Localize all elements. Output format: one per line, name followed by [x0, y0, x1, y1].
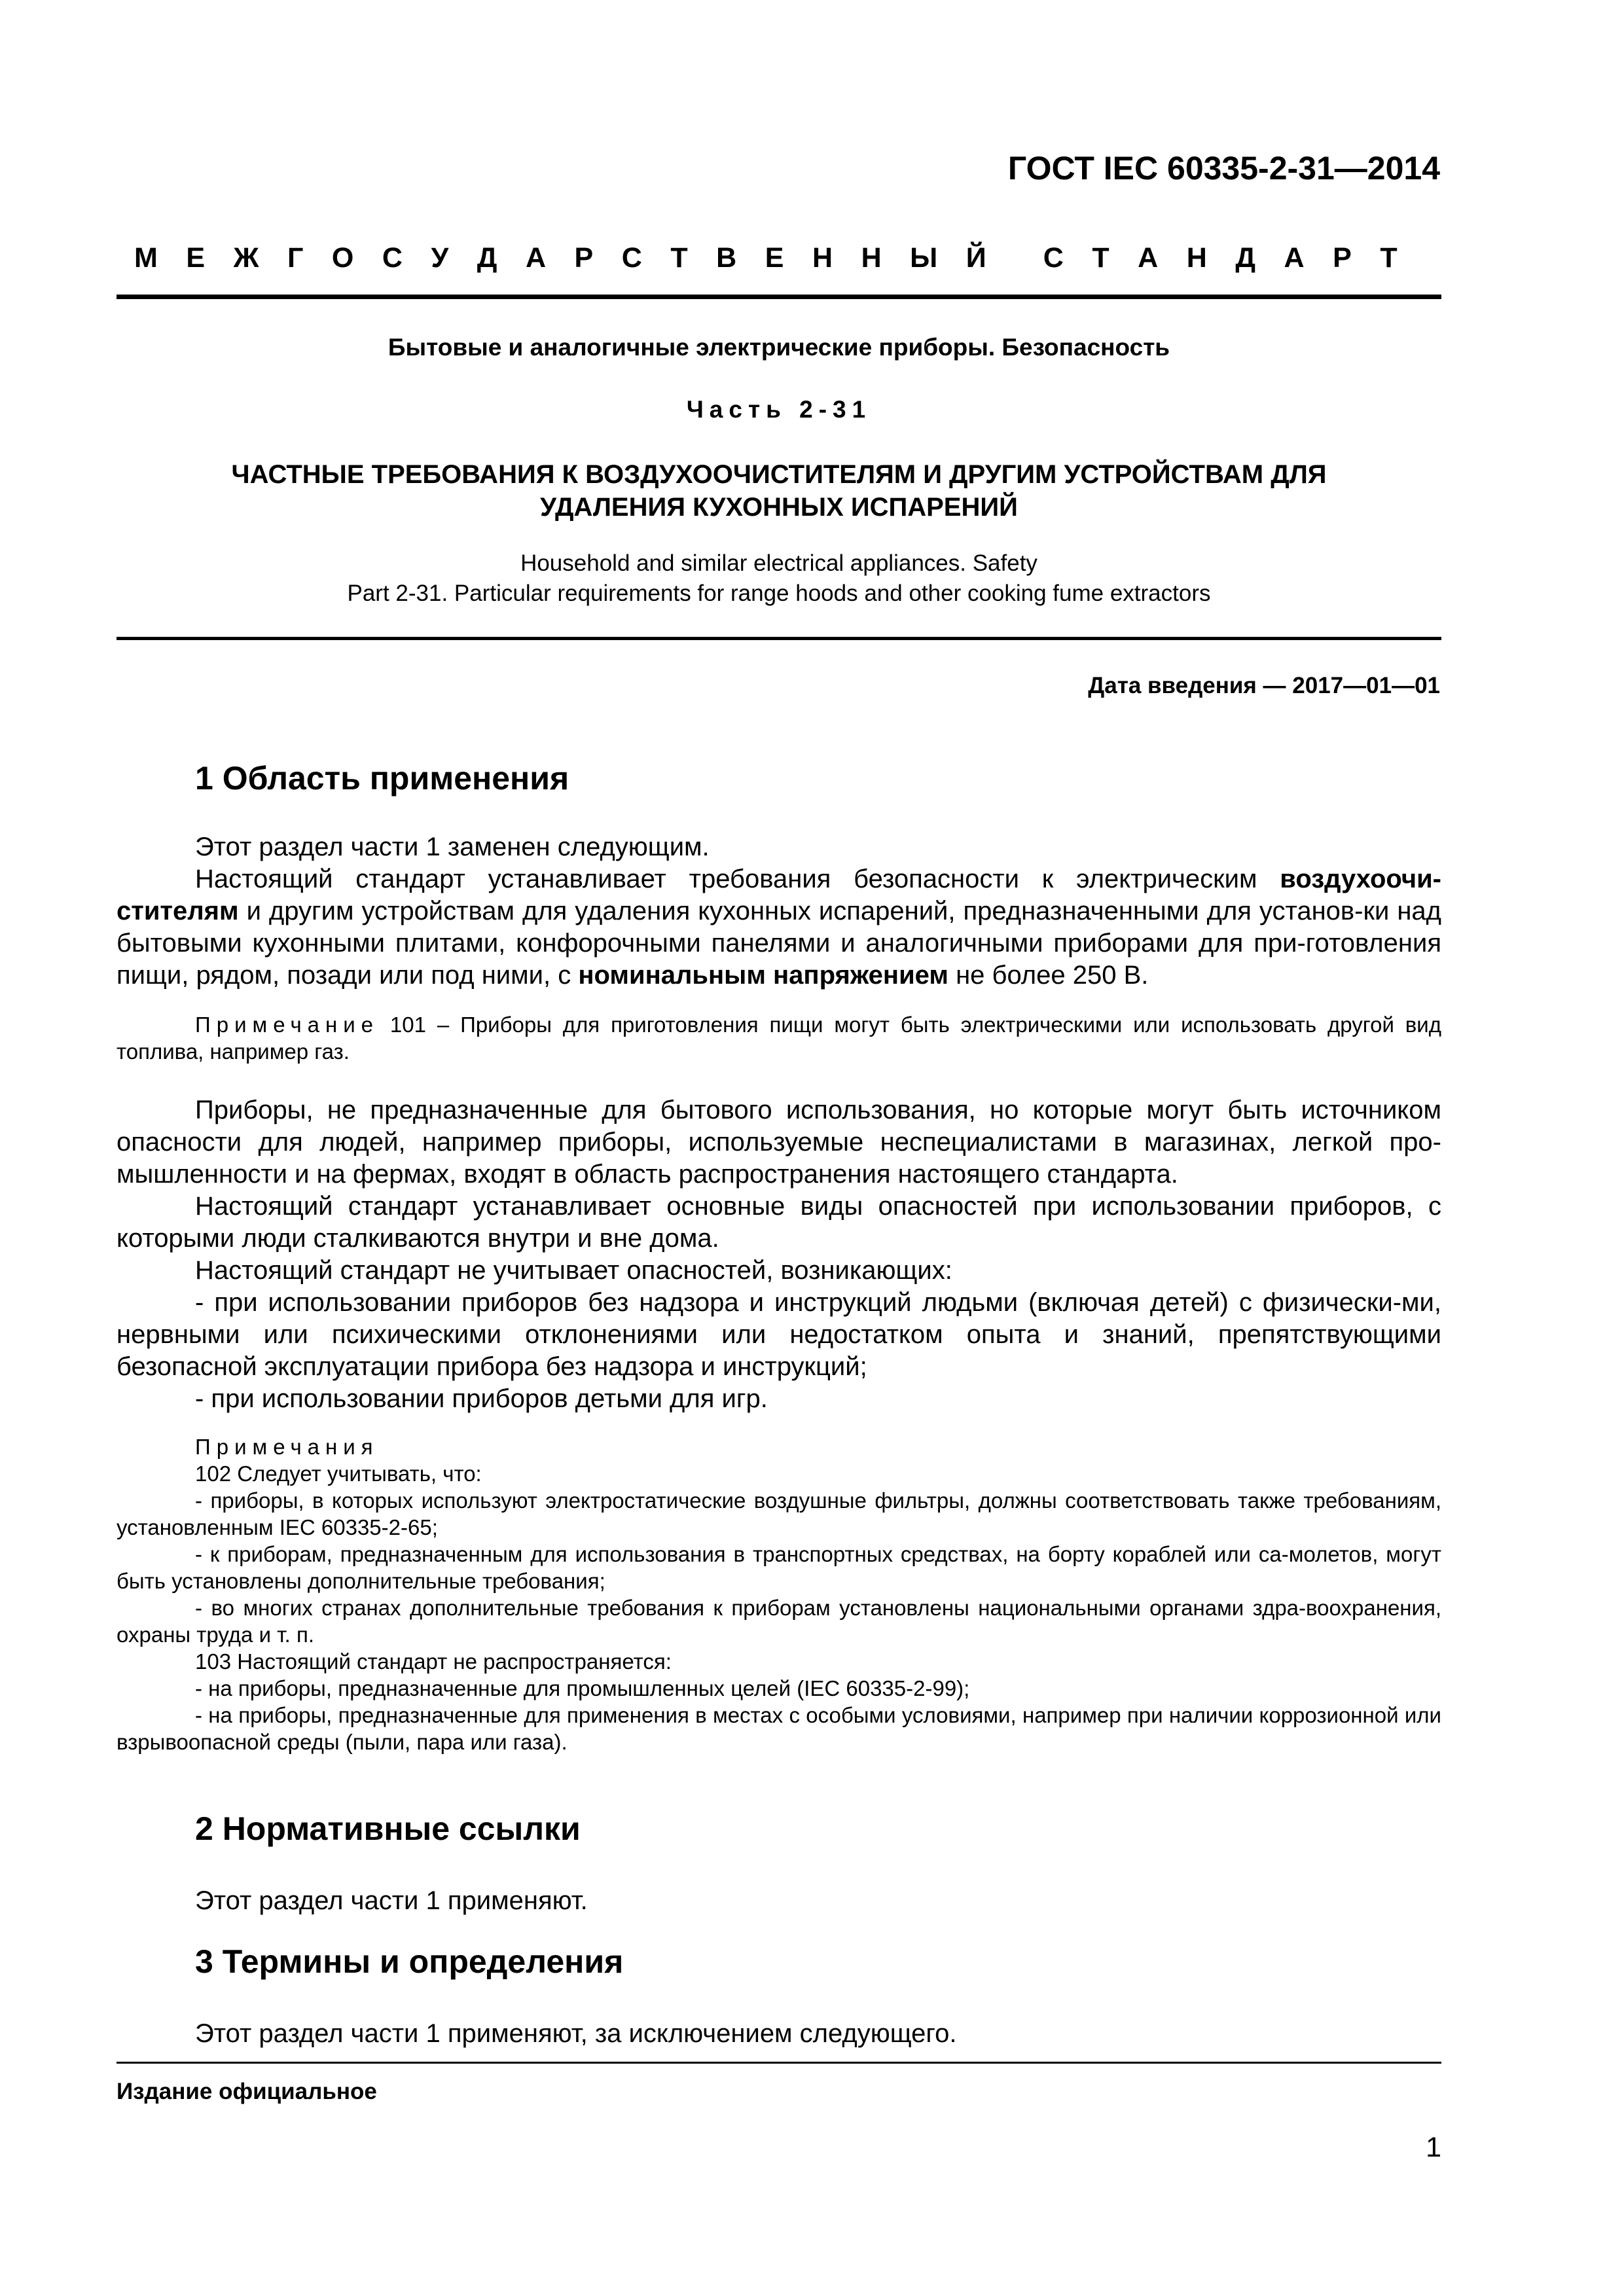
term-bold: номинальным напряжением [578, 961, 948, 990]
heading-letter: С [382, 242, 403, 274]
note-item: - к приборам, предназначенным для использования в транспортных средствах, на борту кораблей или са-молетов, могут быть установлены дополнительные требования; [117, 1542, 1441, 1593]
edition-label: Издание официальное [117, 2079, 377, 2104]
part-word: Часть [686, 396, 787, 423]
heading-letter: Т [670, 242, 688, 274]
paragraph: Этот раздел части 1 заменен следующим. [195, 833, 710, 861]
term-bold: воздухоочи-стителям [117, 865, 1441, 925]
heading-letter: С [621, 242, 642, 274]
heading-letter: Р [1333, 242, 1352, 274]
note-text: 101 – Приборы для приготовления пищи могут быть электрическими или использовать другой вид топлива, например газ. [117, 1013, 1441, 1064]
notes-block [117, 1433, 1441, 1755]
heading-letter: Д [1235, 242, 1255, 274]
note-label: Примечание [195, 1013, 380, 1037]
note-item: - на приборы, предназначенные для применения в местах с особыми условиями, например при наличии коррозионной или взрывоопасной среды (пыли, пара или газа). [117, 1703, 1441, 1754]
section-2-body [117, 1885, 1441, 1917]
heading-letter: Е [765, 242, 784, 274]
page-number: 1 [1426, 2132, 1441, 2163]
footer-rule [117, 2062, 1441, 2064]
section-2-heading: 2 Нормативные ссылки [195, 1810, 581, 1847]
section-3-body [117, 2018, 1441, 2050]
title-line-1: ЧАСТНЫЕ ТРЕБОВАНИЯ К ВОЗДУХООЧИСТИТЕЛЯМ И ДРУГИМ УСТРОЙСТВАМ ДЛЯ [231, 460, 1327, 489]
english-title [117, 548, 1441, 609]
heading-letter: О [331, 242, 354, 274]
heading-letter: Н [861, 242, 882, 274]
heading-letter: А [1284, 242, 1305, 274]
english-title-line-2: Part 2-31. Particular requirements for range hoods and other cooking fume extractors [347, 581, 1211, 606]
introduction-date: Дата введения — 2017—01—01 [1088, 673, 1440, 698]
title-line-2: УДАЛЕНИЯ КУХОННЫХ ИСПАРЕНИЙ [540, 493, 1018, 522]
paragraph: Приборы, не предназначенные для бытового использования, но которые могут быть источником опасности для людей, например приборы, используемые неспециалистами в магазинах, легкой про-мышленности и на фермах, входят в область распространения настоящего стандарта. [117, 1096, 1441, 1189]
heading-letter: А [1138, 242, 1159, 274]
note-item: - на приборы, предназначенные для промышленных целей (IEC 60335-2-99); [195, 1676, 970, 1700]
document-subtitle: Бытовые и аналогичные электрические приборы. Безопасность [388, 334, 1170, 361]
document-code: ГОСТ IEC 60335-2-31—2014 [1007, 150, 1440, 187]
header-rule [117, 295, 1441, 299]
heading-letter: Н [812, 242, 833, 274]
notes-label: Примечания [195, 1435, 379, 1459]
section-3-heading: 3 Термины и определения [195, 1943, 624, 1980]
note-101 [117, 1011, 1441, 1065]
part-label [117, 396, 1441, 423]
english-title-line-1: Household and similar electrical appliances. Safety [520, 550, 1038, 576]
section-1-heading: 1 Область применения [195, 760, 569, 797]
section-1-body [117, 831, 1441, 992]
title-rule [117, 637, 1441, 640]
paragraph: Настоящий стандарт устанавливает основные виды опасностей при использовании приборов, с которыми люди сталкиваются внутри и вне дома. [117, 1192, 1441, 1253]
heading-letter: У [431, 242, 449, 274]
heading-letter: Г [287, 242, 304, 274]
heading-letter: Ж [233, 242, 259, 274]
heading-letter: Н [1186, 242, 1207, 274]
paragraph: - при использовании приборов детьми для игр. [195, 1384, 768, 1413]
paragraph: Настоящий стандарт устанавливает требования безопасности к электрическим воздухоочи-стителям и другим устройствам для удаления кухонных испарений, предназначенными для установ-ки над бытовыми кухонными плитами, конфорочными панелями и аналогичными приборами для при-готовления пищи, рядом, позади или под ними, с номинальным напряжением не более 250 В. [117, 865, 1441, 990]
heading-letter: Т [1380, 242, 1398, 274]
note-item: 102 Следует учитывать, что: [195, 1462, 482, 1486]
paragraph: Этот раздел части 1 применяют. [195, 1886, 588, 1915]
heading-letter: В [716, 242, 737, 274]
document-title [117, 458, 1441, 524]
paragraph: Настоящий стандарт не учитывает опасностей, возникающих: [195, 1256, 952, 1285]
heading-letter: Т [1092, 242, 1110, 274]
heading-letter: А [525, 242, 546, 274]
heading-letter: С [1043, 242, 1064, 274]
paragraph: - при использовании приборов без надзора и инструкций людьми (включая детей) с физически-ми, нервными или психическими отклонениями или недостатком опыта и знаний, препятствующими безопасной эксплуатации прибора без надзора и инструкций; [117, 1288, 1441, 1381]
section-1-body-cont [117, 1094, 1441, 1415]
paragraph: Этот раздел части 1 применяют, за исключением следующего. [195, 2019, 957, 2048]
heading-letter: Е [186, 242, 206, 274]
heading-letter: Й [965, 242, 986, 274]
heading-letter: М [134, 242, 158, 274]
part-number: 2-31 [799, 396, 872, 423]
note-item: - приборы, в которых используют электростатические воздушные фильтры, должны соответствовать также требованиям, установленным IEC 60335-2-65; [117, 1488, 1441, 1539]
heading-letter: Р [574, 242, 594, 274]
heading-letter: Ы [910, 242, 938, 274]
note-item: 103 Настоящий стандарт не распространяется: [195, 1649, 672, 1674]
standard-type-heading [134, 242, 1398, 274]
note-item: - во многих странах дополнительные требования к приборам установлены национальными органами здра-воохранения, охраны труда и т. п. [117, 1596, 1441, 1647]
heading-letter: Д [477, 242, 497, 274]
